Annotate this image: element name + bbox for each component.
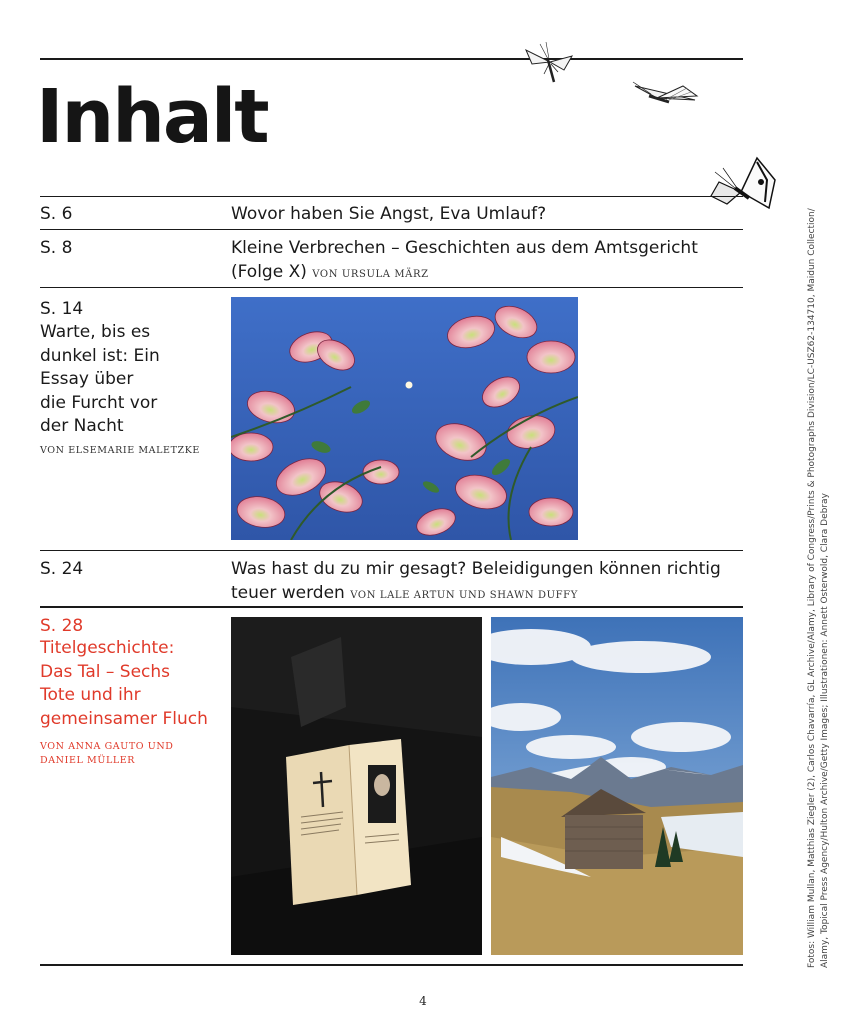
headline-line: dunkel ist: Ein	[40, 345, 160, 366]
headline-line: teuer werden	[231, 583, 345, 603]
bottom-rule	[40, 964, 743, 966]
page-title: Inhalt	[36, 74, 268, 160]
photo-credits	[806, 208, 832, 968]
headline-line: Tote und ihr	[40, 685, 141, 706]
top-rule	[40, 58, 743, 60]
credits-line: Alamy, Topical Press Agency/Hulton Archive/Getty Images; Illustrationen: Annett Osterwold, Clara Debray	[820, 493, 830, 968]
headline-line: Titelgeschichte:	[40, 638, 175, 658]
headline-line: Das Tal – Sechs	[40, 661, 171, 682]
headline-line: die Furcht vor	[40, 392, 158, 413]
headline-line: Essay über	[40, 369, 134, 390]
byline	[40, 740, 210, 768]
headline-line: Was hast du zu mir gesagt? Beleidigungen können richtig	[231, 559, 721, 579]
entry-page-number: S. 24	[40, 559, 84, 579]
byline: VON URSULA MÄRZ	[312, 269, 429, 280]
row-divider	[40, 606, 743, 608]
night-flowers-photo	[231, 297, 578, 540]
moth-illustration-2	[625, 78, 703, 118]
entry-page-number: S. 14	[40, 299, 84, 319]
entry-headline	[231, 557, 743, 608]
byline: VON ELSEMARIE MALETZKE	[40, 445, 200, 456]
row-divider	[40, 196, 743, 197]
moth-illustration-1	[520, 42, 580, 92]
byline-line: VON ANNA GAUTO UND	[40, 741, 174, 752]
headline-line: gemeinsamer Fluch	[40, 708, 208, 729]
entry-headline	[231, 236, 743, 287]
entry-headline	[40, 637, 230, 731]
row-divider	[40, 287, 743, 288]
entry-headline: Wovor haben Sie Angst, Eva Umlauf?	[231, 204, 547, 224]
byline-line: DANIEL MÜLLER	[40, 755, 136, 766]
entry-page-number: S. 8	[40, 238, 73, 258]
alpine-hut-photo	[491, 617, 743, 955]
entry-page-number: S. 28	[40, 616, 84, 636]
page-number: 4	[419, 994, 427, 1008]
entry-page-number: S. 6	[40, 204, 73, 224]
credits-line: Fotos: William Mullan, Matthias Ziegler (2), Carlos Chavarría, GL Archive/Alamy, Library of Congress/Prints & Photographs Division/LC-USZ62-134710, Maidun Collection/	[807, 208, 817, 968]
row-divider	[40, 229, 743, 230]
entry-headline	[40, 321, 220, 439]
headline-line: Warte, bis es	[40, 322, 151, 342]
byline: VON LALE ARTUN UND SHAWN DUFFY	[350, 590, 578, 601]
headline-line: (Folge X)	[231, 262, 307, 282]
row-divider	[40, 550, 743, 551]
headline-line: der Nacht	[40, 416, 124, 437]
memorial-card-photo	[231, 617, 482, 955]
headline-line: Kleine Verbrechen – Geschichten aus dem Amtsgericht	[231, 238, 698, 258]
